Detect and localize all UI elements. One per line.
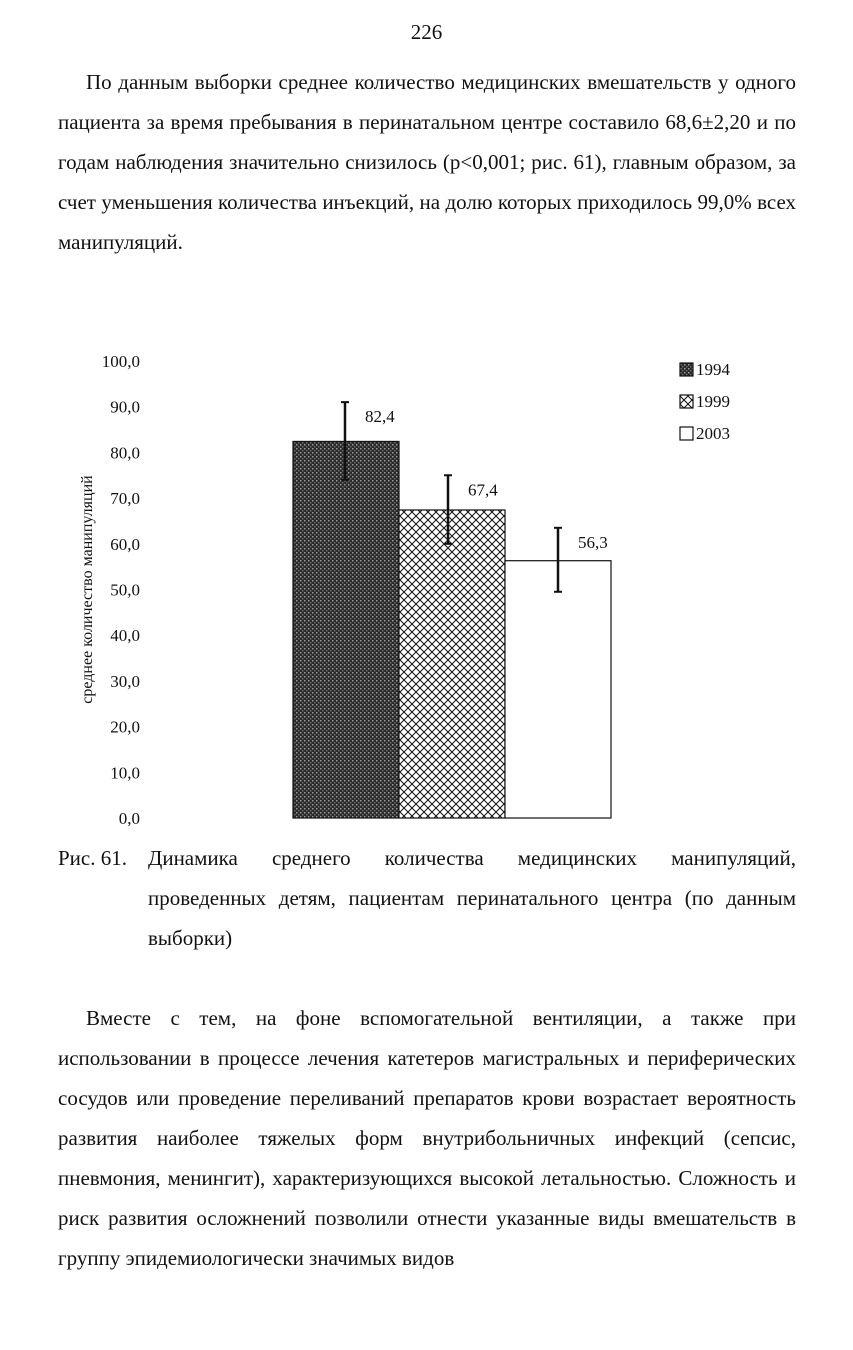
bar-chart — [0, 340, 853, 840]
bar-2003 — [505, 561, 611, 818]
y-tick-label: 30,0 — [110, 671, 140, 691]
bar-1999 — [399, 510, 505, 818]
y-tick-label: 0,0 — [118, 809, 140, 828]
y-tick-label: 40,0 — [110, 626, 140, 646]
legend-label-1999: 1999 — [696, 392, 730, 411]
y-tick-label: 90,0 — [110, 397, 140, 417]
y-tick-label: 80,0 — [110, 443, 140, 463]
y-tick-label: 50,0 — [110, 580, 140, 600]
legend-swatch-1999 — [680, 395, 693, 408]
y-axis-title: среднее количество манипуляций — [79, 475, 96, 704]
y-tick-label: 100,0 — [101, 352, 140, 371]
data-label-2003: 56,3 — [578, 532, 608, 552]
legend-label-2003: 2003 — [696, 424, 730, 443]
legend-swatch-1994 — [680, 363, 693, 376]
paragraph-continuation: Вместе с тем, на фоне вспомогательной вентиляции, а также при использовании в процессе лечения катетеров магистральных и периферических сосудов или проведение переливаний препаратов крови возрастает вероятность развития наиболее тяжелых форм внутрибольничных инфекций (сепсис, пневмония, менингит), характеризующихся высокой летальностью. Сложность и риск развития осложнений позволили отнести указанные виды вмешательств в группу эпидемиологически значимых видов — [58, 1006, 796, 1270]
figure-label: Рис. 61. — [58, 846, 127, 870]
figure-caption-text: Динамика среднего количества медицинских манипуляций, проведенных детям, пациентам перинатального центра (по данным выборки) — [148, 846, 796, 950]
y-tick-label: 70,0 — [110, 489, 140, 509]
data-label-1999: 67,4 — [468, 480, 498, 500]
legend-label-1994: 1994 — [696, 360, 730, 379]
y-tick-label: 10,0 — [110, 763, 140, 783]
data-label-1994: 82,4 — [365, 407, 395, 427]
page-number: 226 — [410, 20, 443, 44]
y-tick-label: 20,0 — [110, 717, 140, 737]
bar-1994 — [293, 441, 399, 818]
legend-swatch-2003 — [680, 427, 693, 440]
y-tick-label: 60,0 — [110, 534, 140, 554]
paragraph-intro: По данным выборки среднее количество медицинских вмешательств у одного пациента за время пребывания в перинатальном центре составило 68,6±2,20 и по годам наблюдения значительно снизилось (p<0,001; рис. 61), главным образом, за счет уменьшения количества инъекций, на долю которых приходилось 99,0% всех манипуляций. — [58, 70, 796, 254]
